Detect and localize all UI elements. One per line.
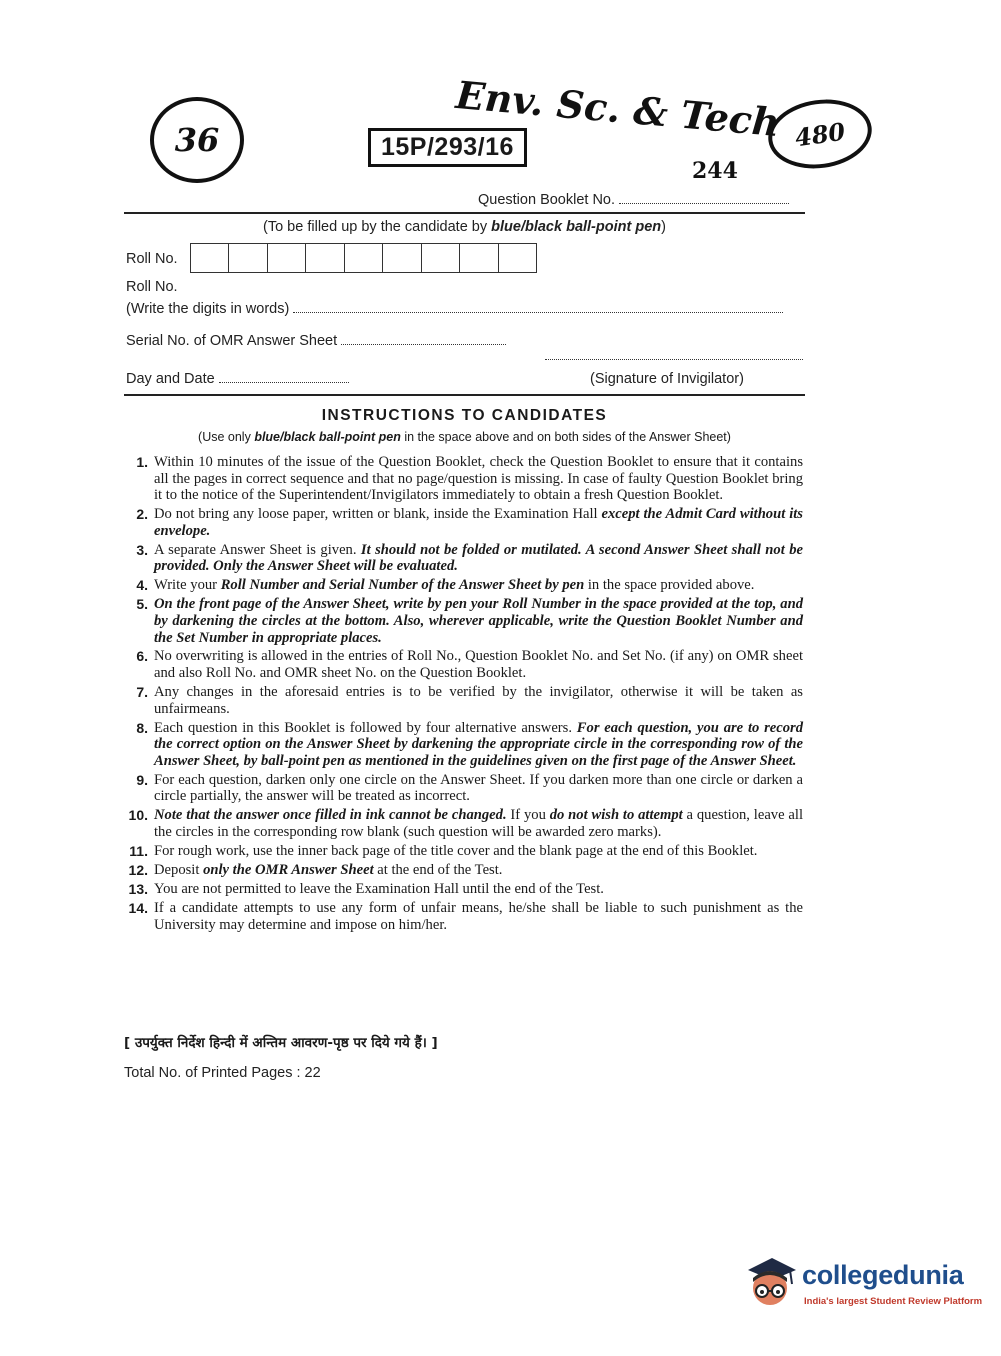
instruction-text: Write your [154, 577, 221, 594]
roll-no-digit-box[interactable] [345, 244, 383, 272]
instruction-emphasis-2: do not wish to attempt [549, 807, 683, 824]
fill-note [124, 219, 805, 235]
instruction-emphasis: only the OMR Answer Sheet [203, 861, 374, 878]
instruction-text: A separate Answer Sheet is given. [154, 541, 361, 558]
instructions-note-prefix: (Use only [198, 430, 255, 444]
instruction-item [124, 648, 803, 681]
instruction-emphasis: On the front page of the Answer Sheet, write by pen your Roll Number in the space provided at the top, and by darkening the circles at the bottom. Also, wherever applicable, write the Question Booklet Number and the Set Number in appropriate places. [154, 596, 803, 646]
instruction-text: Any changes in the aforesaid entries is to be verified by the invigilator, otherwise it will be taken as unfairmeans. [154, 684, 803, 717]
instructions-note [124, 430, 805, 444]
instruction-text: Each question in this Booklet is followed by four alternative answers. [154, 719, 577, 736]
instruction-number: 4. [136, 577, 148, 594]
instruction-item [124, 843, 803, 860]
total-printed-pages: Total No. of Printed Pages : 22 [124, 1065, 321, 1081]
fill-note-prefix: (To be filled up by the candidate by [263, 219, 492, 235]
instruction-item [124, 506, 803, 539]
instruction-number: 14. [128, 899, 148, 916]
roll-no-boxes[interactable] [190, 243, 537, 273]
top-divider [124, 212, 805, 214]
instruction-item [124, 862, 803, 879]
brand-tagline: India's largest Student Review Platform [804, 1296, 983, 1307]
roll-no-label: Roll No. [126, 251, 178, 267]
instruction-text-tail: in the space provided above. [584, 577, 755, 594]
question-booklet-no-label: Question Booklet No. [478, 192, 616, 208]
instruction-text: Within 10 minutes of the issue of the Question Booklet, check the Question Booklet to ensure that it contains all the pages in correct sequence and that no page/question is missing. In case of faulty Question Booklet bring it to the notice of the Superintendent/Invigilators immediately to obtain a fresh Question Booklet. [154, 454, 803, 504]
question-booklet-no [478, 192, 804, 208]
roll-no-words-hint: (Write the digits in words) [126, 301, 290, 317]
hindi-note: [ उपर्युक्त निर्देश हिन्दी में अन्तिम आवरण-पृष्ठ पर दिये गये हैं। ] [124, 1035, 438, 1051]
omr-serial-label: Serial No. of OMR Answer Sheet [126, 333, 338, 349]
roll-no-digit-box[interactable] [499, 244, 536, 272]
instruction-item [124, 772, 803, 805]
instruction-emphasis: It should not be folded or mutilated. A second Answer Sheet shall not be provided. Only the Answer Sheet will be evaluated. [154, 541, 803, 575]
brand-logo [742, 1254, 983, 1314]
instruction-item [124, 881, 803, 898]
day-date-field[interactable] [219, 382, 349, 383]
instruction-text: If a candidate attempts to use any form of unfair means, he/she shall be liable to such punishment as the University may determine and impose on him/her. [154, 899, 803, 933]
instruction-item [124, 720, 803, 770]
instruction-number: 2. [136, 506, 148, 523]
roll-no-digit-box[interactable] [191, 244, 229, 272]
instructions-note-suffix: in the space above and on both sides of the Answer Sheet) [400, 430, 731, 444]
roll-no-digit-box[interactable] [383, 244, 421, 272]
brand-name: collegedunia [802, 1260, 964, 1290]
instruction-emphasis: except the Admit Card without its envelope. [154, 506, 803, 539]
instruction-item [124, 596, 803, 646]
instruction-number: 10. [128, 807, 148, 824]
omr-serial [126, 333, 506, 349]
instruction-item [124, 542, 803, 575]
day-date-label: Day and Date [126, 371, 215, 387]
instruction-text-tail: a question, leave all the circles in the corresponding row blank (such question will be awarded zero marks). [154, 807, 803, 840]
instruction-item [124, 807, 803, 840]
instruction-emphasis: Roll Number and Serial Number of the Answer Sheet by pen [220, 577, 585, 594]
handwritten-circled-number-text: 36 [174, 121, 220, 159]
instructions-note-pen: blue/black ball-point pen [254, 430, 401, 444]
instruction-item [124, 454, 803, 504]
instructions-list [124, 454, 803, 936]
roll-no-digit-box[interactable] [229, 244, 267, 272]
roll-no-digit-box[interactable] [268, 244, 306, 272]
instruction-number: 13. [128, 880, 148, 897]
roll-no-digit-box[interactable] [422, 244, 460, 272]
handwritten-subject: Env. Sc. & Tech [454, 72, 782, 146]
instruction-text: You are not permitted to leave the Examination Hall until the end of the Test. [154, 880, 604, 897]
instruction-text: If you [506, 807, 550, 824]
handwritten-number: 244 [692, 158, 738, 184]
instruction-number: 7. [136, 684, 148, 701]
roll-no-words-field[interactable] [293, 312, 783, 313]
instruction-number: 9. [136, 771, 148, 788]
instruction-text: For rough work, use the inner back page of the title cover and the blank page at the end of this Booklet. [154, 842, 758, 859]
roll-no-digit-box[interactable] [460, 244, 498, 272]
question-booklet-no-field[interactable] [619, 203, 789, 204]
handwritten-circled-marks-text: 480 [793, 116, 847, 152]
instruction-item [124, 900, 803, 933]
mascot-icon [742, 1254, 798, 1312]
instruction-item [124, 577, 803, 594]
instruction-text-tail: at the end of the Test. [373, 861, 503, 878]
booklet-code: 15P/293/16 [368, 128, 527, 167]
instructions-title: INSTRUCTIONS TO CANDIDATES [321, 407, 608, 424]
instruction-number: 5. [136, 596, 148, 613]
instruction-number: 8. [136, 719, 148, 736]
roll-no-digit-box[interactable] [306, 244, 344, 272]
roll-no-words [126, 301, 806, 317]
handwritten-circled-number [150, 97, 244, 183]
instruction-text: For each question, darken only one circle on the Answer Sheet. If you darken more than one circle or darken a circle partially, the answer will be treated as incorrect. [154, 771, 803, 805]
instruction-emphasis: Note that the answer once filled in ink cannot be changed. [154, 807, 507, 824]
instruction-number: 3. [136, 541, 148, 558]
instruction-text: Do not bring any loose paper, written or blank, inside the Examination Hall [154, 506, 602, 523]
instruction-number: 11. [129, 842, 148, 859]
instruction-number: 12. [128, 861, 148, 878]
instruction-emphasis: For each question, you are to record the correct option on the Answer Sheet by darkening the appropriate circle in the corresponding row of the Answer Sheet, by ball-point pen as mentioned in the guidelines given on the first page of the Answer Sheet. [154, 719, 803, 769]
roll-no-words-label: Roll No. [126, 279, 178, 295]
omr-serial-field[interactable] [341, 344, 506, 345]
fill-note-suffix: ) [661, 219, 666, 235]
fill-note-pen: blue/black ball-point pen [491, 219, 662, 235]
instruction-item [124, 684, 803, 717]
signature-line[interactable] [545, 359, 803, 360]
day-date [126, 371, 349, 387]
instruction-text: Deposit [154, 861, 204, 878]
instruction-text: No overwriting is allowed in the entries of Roll No., Question Booklet No. and Set No. (if any) on OMR sheet and also Roll No. and OMR sheet No. on the Question Booklet. [154, 648, 803, 682]
instruction-number: 6. [136, 648, 148, 665]
instruction-number: 1. [136, 454, 148, 470]
signature-label: (Signature of Invigilator) [590, 371, 744, 387]
mid-divider [124, 394, 805, 396]
